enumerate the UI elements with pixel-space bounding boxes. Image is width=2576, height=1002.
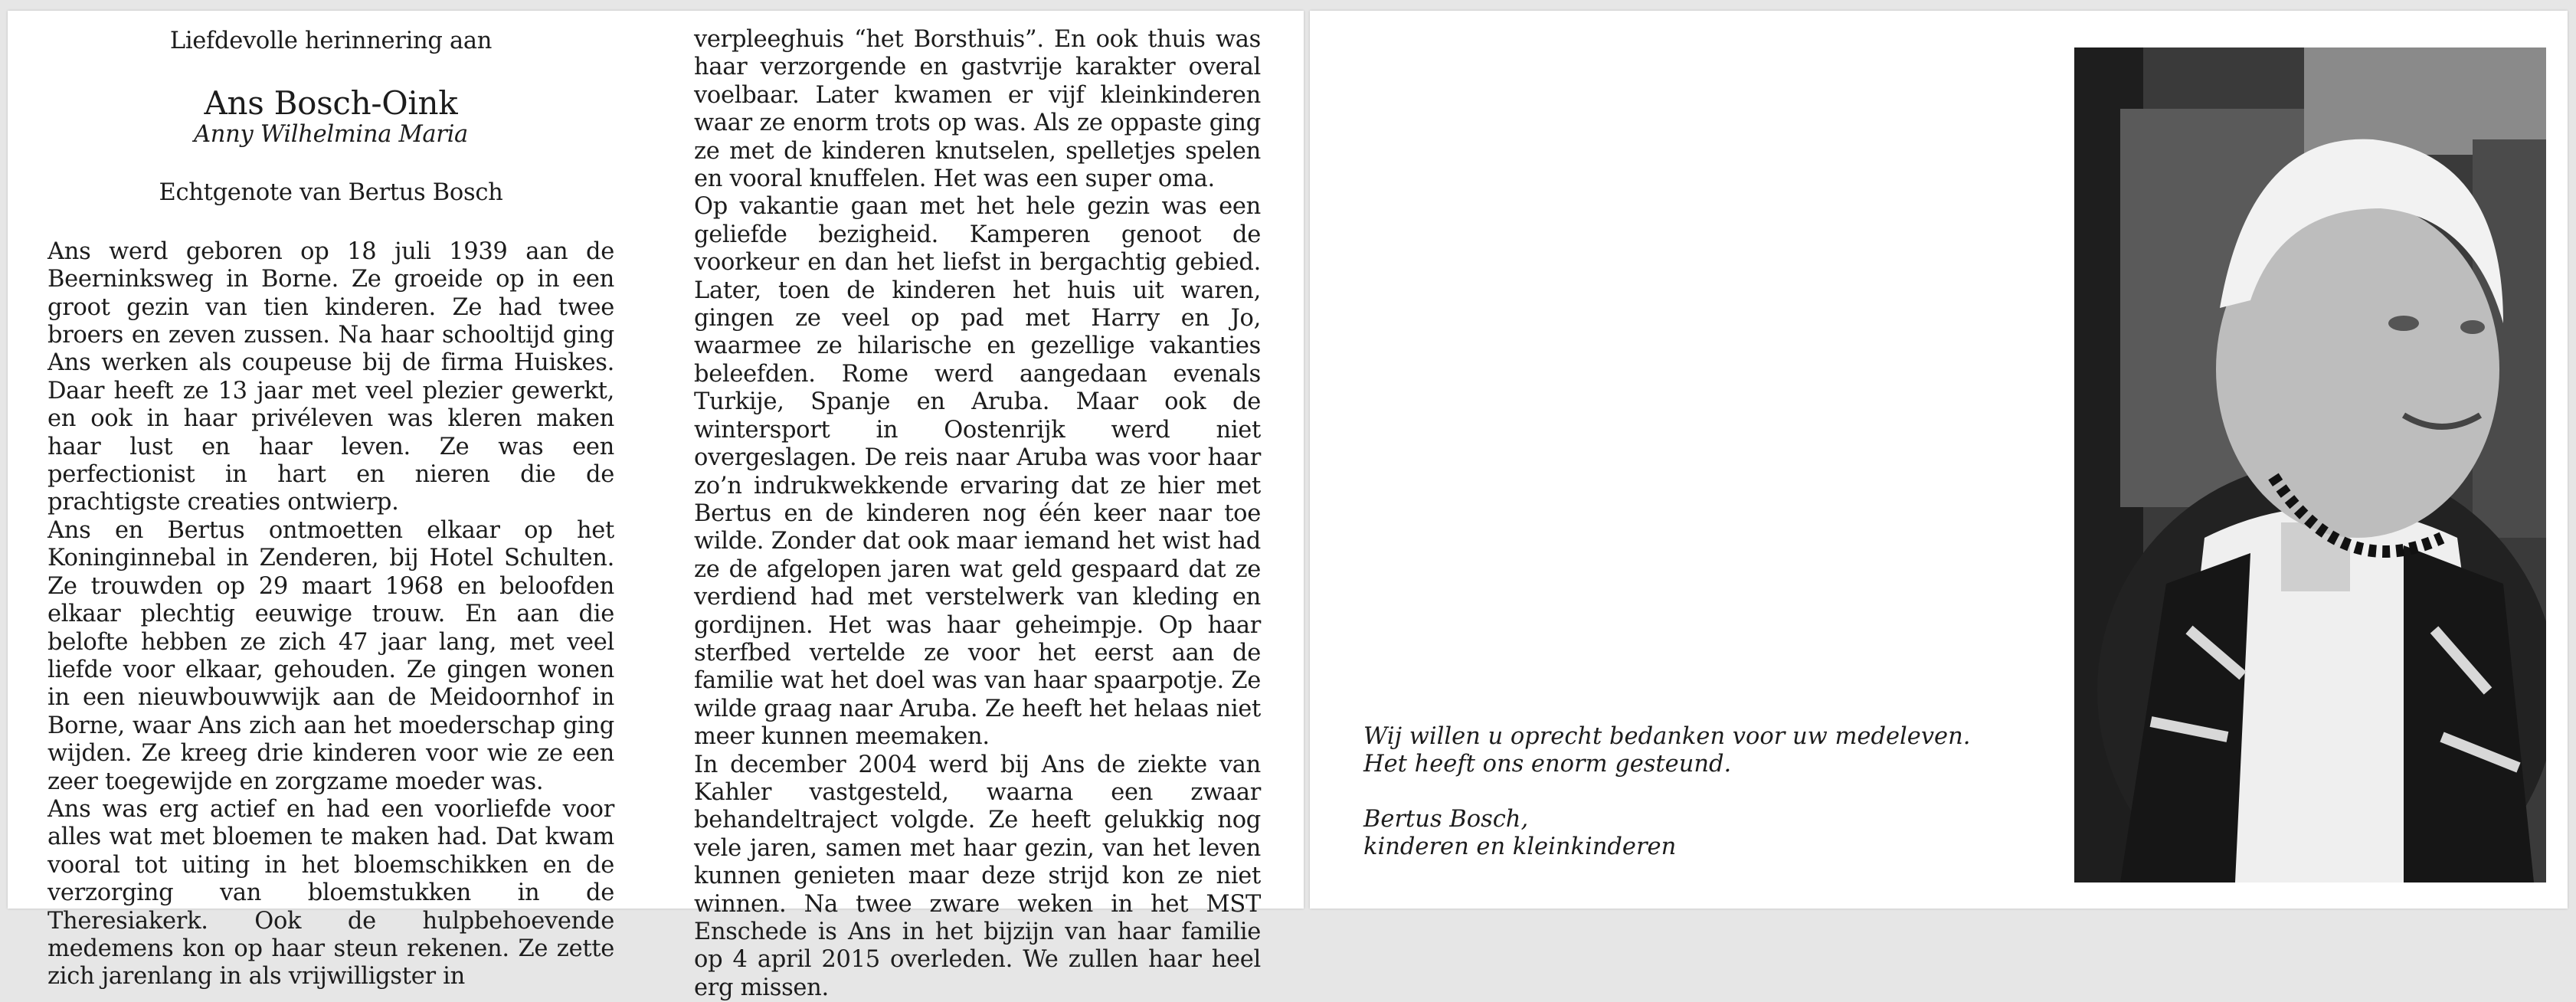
- given-names: Anny Wilhelmina Maria: [194, 121, 468, 149]
- signature-family: kinderen en kleinkinderen: [1363, 833, 1677, 860]
- thanks-line: Het heeft ons enorm gesteund.: [1363, 751, 1732, 778]
- spouse-line: Echtgenote van Bertus Bosch: [159, 179, 503, 207]
- portrait-photo: [2074, 47, 2546, 882]
- thank-you-note: [1363, 723, 1976, 861]
- right-card: [1310, 11, 2568, 909]
- thanks-line: Wij willen u oprecht bedanken voor uw medeleven.: [1363, 723, 1971, 750]
- signature-name: Bertus Bosch,: [1363, 806, 1529, 833]
- middle-column: [694, 26, 1261, 1001]
- biography-paragraph: verpleeghuis “het Borsthuis”. En ook thuis was haar verzorgende en gastvrije karakter overal voelbaar. Later kwamen er vijf kleinkinderen waar ze enorm trots op was. Als ze oppaste ging ze met de kinderen knutselen, spelletjes spelen en vooral knuffelen. Het was een super oma.: [694, 26, 1261, 193]
- left-card: [8, 11, 1304, 1001]
- biography-paragraph: In december 2004 werd bij Ans de ziekte van Kahler vastgesteld, waarna een zwaar behandeltraject volgde. Ze heeft gelukkig nog vele jaren, samen met haar gezin, van het leven kunnen genieten maar deze strijd kon ze niet winnen. Na twee zware weken in het MST Enschede is Ans in het bijzijn van haar familie op 4 april 2015 overleden. We zullen haar heel erg missen.: [694, 751, 1261, 1001]
- biography-paragraph: Ans en Bertus ontmoetten elkaar op het Koninginnebal in Zenderen, bij Hotel Schulten. Ze trouwden op 29 maart 1968 en beloofden elkaar plechtig eeuwige trouw. En aan die belofte hebben ze zich 47 jaar lang, met veel liefde voor elkaar, gehouden. Ze gingen wonen in een nieuwbouwwijk aan de Meidoornhof in Borne, waar Ans zich aan het moederschap ging wijden. Ze kreeg drie kinderen voor wie ze een zeer toegewijde en zorgzame moeder was.: [47, 516, 614, 795]
- biography-paragraph: Ans was erg actief en had een voorliefde voor alles wat met bloemen te maken had. Dat kwam vooral tot uiting in het bloemschikken en de verzorging van bloemstukken in de Theresiakerk. Ook de hulpbehoevende medemens kon op haar steun rekenen. Ze zette zich jarenlang in als vrijwilligster in: [47, 795, 614, 991]
- intro-line: Liefdevolle herinnering aan: [169, 28, 493, 54]
- biography-paragraph: Op vakantie gaan met het hele gezin was een geliefde bezigheid. Kamperen genoot de voorkeur en dan het liefst in bergachtig gebied. Later, toen de kinderen het huis uit waren, gingen ze veel op pad met Harry en Jo, waarmee ze hilarische en gezellige vakanties beleefden. Rome werd aangedaan evenals Turkije, Spanje en Aruba. Maar ook de wintersport in Oostenrijk werd niet overgeslagen. De reis naar Aruba was voor haar zo’n indrukwekkende ervaring dat ze hier met Bertus en de kinderen nog één keer naar toe wilde. Zonder dat ook maar iemand het wist had ze de afgelopen jaren wat geld gespaard dat ze verdiend had met verstelwerk van kleding en gordijnen. Het was haar geheimpje. Op haar sterfbed vertelde ze voor het eerst aan de familie wat het doel was van haar spaarpotje. Ze wilde graag naar Aruba. Ze heeft het helaas niet meer kunnen meemaken.: [694, 193, 1261, 751]
- portrait-illustration: [2074, 47, 2546, 882]
- deceased-name: Ans Bosch-Oink: [204, 84, 458, 123]
- left-column: [47, 11, 614, 991]
- biography-paragraph: Ans werd geboren op 18 juli 1939 aan de Beerninksweg in Borne. Ze groeide op in een groot gezin van tien kinderen. Ze had twee broers en zeven zussen. Na haar schooltijd ging Ans werken als coupeuse bij de firma Huiskes. Daar heeft ze 13 jaar met veel plezier gewerkt, en ook in haar privéleven was kleren maken haar lust en haar leven. Ze was een perfectionist in hart en nieren die de prachtigste creaties ontwierp.: [47, 237, 614, 516]
